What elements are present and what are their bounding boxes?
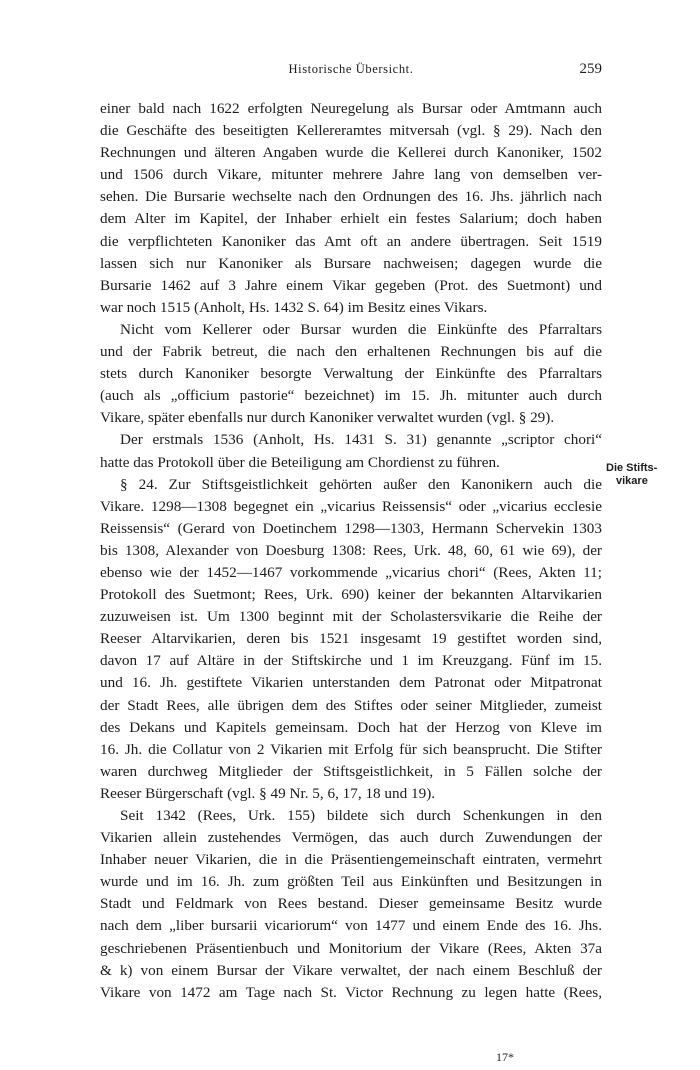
text-line: geschriebenen Präsentienbuch und Monitorium der Vikare (Rees, Akten 37a xyxy=(100,939,602,957)
text-line: Vikare, später ebenfalls nur durch Kanoniker verwaltet wurden (vgl. § 29). xyxy=(100,409,555,427)
text-line: dem Alter im Kapitel, der Inhaber erhielt ein festes Salarium; doch haben xyxy=(100,210,602,228)
text-line: Nicht vom Kellerer oder Bursar wurden die Einkünfte des Pfarraltars xyxy=(120,320,602,338)
text-line: hatte das Protokoll über die Beteiligung am Chordienst zu führen. xyxy=(100,453,500,471)
text-line: Rechnungen und älteren Angaben wurde die Kellerei durch Kanoniker, 1502 xyxy=(100,144,602,162)
text-line: Inhaber neuer Vikarien, die in die Präsentiengemeinschaft eintraten, vermehrt xyxy=(100,851,602,869)
text-line: 16. Jh. die Collatur von 2 Vikarien mit Erfolg für sich beansprucht. Die Stifter xyxy=(100,740,602,758)
text-line: Bursarie 1462 auf 3 Jahre einem Vikar gegeben (Prot. des Suetmont) und xyxy=(100,276,602,294)
text-line: und 1506 durch Vikare, mitunter mehrere Jahre lang von demselben ver- xyxy=(100,166,602,184)
text-line: Vikare von 1472 am Tage nach St. Victor Rechnung zu legen hatte (Rees, xyxy=(100,983,602,1001)
text-line: Reeser Altarvikarien, deren bis 1521 insgesamt 19 gestiftet worden sind, xyxy=(100,630,602,648)
text-line: Reeser Bürgerschaft (vgl. § 49 Nr. 5, 6, 17, 18 und 19). xyxy=(100,784,436,802)
text-line: nach dem „liber bursarii vicariorum“ von 1477 und einem Ende des 16. Jhs. xyxy=(100,917,602,935)
text-line: Vikarien allein zustehendes Vermögen, das auch durch Zuwendungen der xyxy=(100,829,602,847)
text-line: die verpflichteten Kanoniker das Amt oft an andere übertragen. Seit 1519 xyxy=(100,232,602,250)
text-line: zuzuweisen ist. Um 1300 beginnt mit der Scholastersvikarie die Reihe der xyxy=(100,608,602,626)
text-line: Der erstmals 1536 (Anholt, Hs. 1431 S. 31) genannte „scriptor chori“ xyxy=(120,431,602,449)
body-text xyxy=(100,98,602,1004)
page-header xyxy=(100,62,602,82)
page-number: 259 xyxy=(579,61,602,77)
text-line: lassen sich nur Kanoniker als Bursare nachweisen; dagegen wurde die xyxy=(100,254,602,272)
text-line: davon 17 auf Altäre in der Stiftskirche und 1 im Kreuzgang. Fünf im 15. xyxy=(100,652,602,670)
text-line: des Dekans und Kapitels gemeinsam. Doch hat der Herzog von Kleve im xyxy=(100,718,602,736)
text-line: sehen. Die Bursarie wechselte nach den Ordnungen des 16. Jhs. jährlich nach xyxy=(100,188,602,206)
text-line: der Stadt Rees, alle übrigen dem des Stiftes oder seiner Mitglieder, zumeist xyxy=(100,696,602,714)
text-line: Reissensis“ (Gerard von Doetinchem 1298—1303, Hermann Schervekin 1303 xyxy=(100,519,602,537)
text-line: & k) von einem Bursar der Vikare verwaltet, der nach einem Beschluß der xyxy=(100,961,602,979)
text-line: einer bald nach 1622 erfolgten Neuregelung als Bursar oder Amtmann auch xyxy=(100,100,602,117)
text-line: stets durch Kanoniker besorgte Verwaltung der Einkünfte des Pfarraltars xyxy=(100,365,602,383)
text-line: ebenso wie der 1452—1467 vorkommende „vicarius chori“ (Rees, Akten 11; xyxy=(100,563,602,581)
text-line: und 16. Jh. gestiftete Vikarien unterstanden dem Patronat oder Mitpatronat xyxy=(100,674,602,692)
text-line: bis 1308, Alexander von Doesburg 1308: Rees, Urk. 48, 60, 61 wie 69), der xyxy=(100,541,602,559)
text-line: und der Fabrik betreut, die nach den erhaltenen Rechnungen bis auf die xyxy=(100,343,602,361)
text-line: die Geschäfte des beseitigten Kellereramtes mitversah (vgl. § 29). Nach den xyxy=(100,122,602,140)
margin-note-line: Die Stifts- xyxy=(606,462,658,474)
text-line: § 24. Zur Stiftsgeistlichkeit gehörten außer den Kanonikern auch die xyxy=(120,475,602,493)
margin-note-line: vikare xyxy=(616,475,648,487)
text-line: war noch 1515 (Anholt, Hs. 1432 S. 64) im Besitz eines Vikars. xyxy=(100,298,488,316)
text-line: waren durchweg Mitglieder der Stiftsgeistlichkeit, in 5 Fällen solche der xyxy=(100,762,602,780)
text-line: wurde und im 16. Jh. zum größten Teil aus Einkünften und Besitzungen in xyxy=(100,873,602,891)
text-line: Seit 1342 (Rees, Urk. 155) bildete sich durch Schenkungen in den xyxy=(120,807,602,824)
text-line: Vikare. 1298—1308 begegnet ein „vicarius Reissensis“ oder „vicarius ecclesie xyxy=(100,497,602,515)
signature-mark: 17* xyxy=(496,1050,514,1064)
margin-note xyxy=(606,462,696,488)
running-title: Historische Übersicht. xyxy=(288,62,414,76)
text-line: Protokoll des Suetmont; Rees, Urk. 690) keiner der bekannten Altarvikarien xyxy=(100,586,602,604)
text-line: Stadt und Feldmark von Rees bestand. Dieser gemeinsame Besitz wurde xyxy=(100,895,602,913)
text-line: (auch als „officium pastorie“ bezeichnet) im 15. Jh. mitunter auch durch xyxy=(100,387,602,405)
